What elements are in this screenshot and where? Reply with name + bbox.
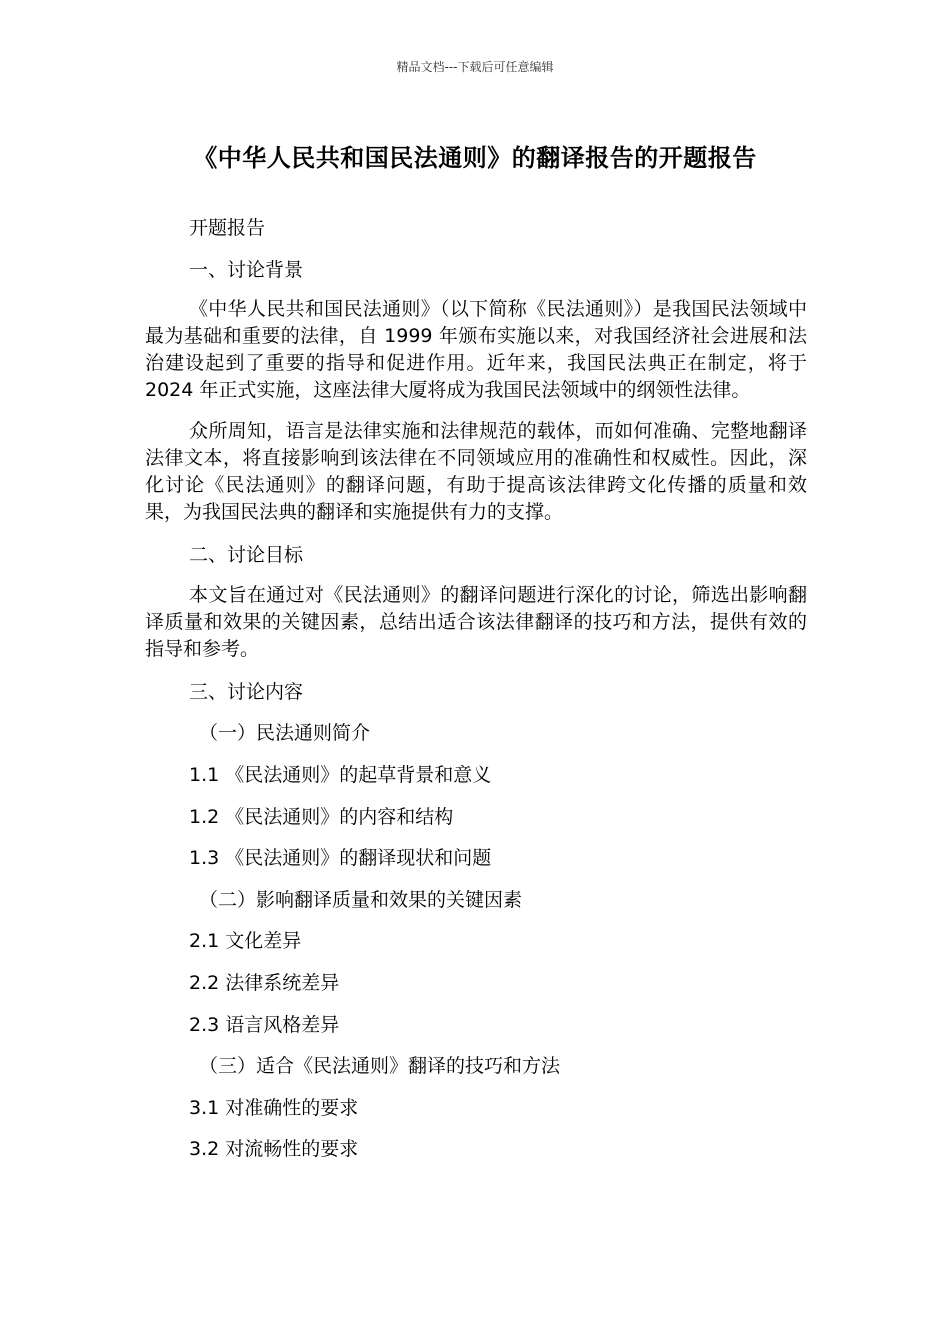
outline-subheading: （二）影响翻译质量和效果的关键因素 bbox=[199, 888, 523, 911]
outline-subheading: （三）适合《民法通则》翻译的技巧和方法 bbox=[199, 1055, 561, 1078]
outline-item: 1.1 《民法通则》的起草背景和意义 bbox=[189, 763, 492, 786]
header-note: 精品文档---下载后可任意编辑 bbox=[396, 60, 554, 74]
section-heading: 一、讨论背景 bbox=[189, 258, 304, 281]
document-body bbox=[145, 213, 807, 1176]
outline-subheading: （一）民法通则简介 bbox=[199, 722, 371, 745]
outline-item: 3.1 对准确性的要求 bbox=[189, 1096, 359, 1119]
section-heading: 三、讨论内容 bbox=[189, 680, 304, 703]
report-label: 开题报告 bbox=[189, 217, 266, 239]
document-title: 《中华人民共和国民法通则》的翻译报告的开题报告 bbox=[193, 144, 757, 172]
outline-item: 3.2 对流畅性的要求 bbox=[189, 1138, 359, 1161]
outline-item: 1.2 《民法通则》的内容和结构 bbox=[189, 805, 454, 828]
outline-item: 2.2 法律系统差异 bbox=[189, 971, 340, 994]
outline-item: 2.1 文化差异 bbox=[189, 930, 302, 953]
paragraph: 《中华人民共和国民法通则》（以下简称《民法通则》）是我国民法领域中最为基础和重要的法律，自 1999 年颁布实施以来，对我国经济社会进展和法治建设起到了重要的指导和促进作用。近年来，我国民法典正在制定，将于 2024 年正式实施，这座法律大厦将成为我国民法领域中的纲领性法律。 bbox=[145, 298, 807, 402]
paragraph: 本文旨在通过对《民法通则》的翻译问题进行深化的讨论，筛选出影响翻译质量和效果的关键因素，总结出适合该法律翻译的技巧和方法，提供有效的指导和参考。 bbox=[145, 583, 807, 660]
outline-item: 2.3 语言风格差异 bbox=[189, 1013, 340, 1036]
section-heading: 二、讨论目标 bbox=[189, 544, 304, 567]
paragraph: 众所周知，语言是法律实施和法律规范的载体，而如何准确、完整地翻译法律文本，将直接影响到该法律在不同领域应用的准确性和权威性。因此，深化讨论《民法通则》的翻译问题，有助于提高该法律跨文化传播的质量和效果，为我国民法典的翻译和实施提供有力的支撑。 bbox=[145, 420, 807, 524]
outline-item: 1.3 《民法通则》的翻译现状和问题 bbox=[189, 847, 492, 870]
